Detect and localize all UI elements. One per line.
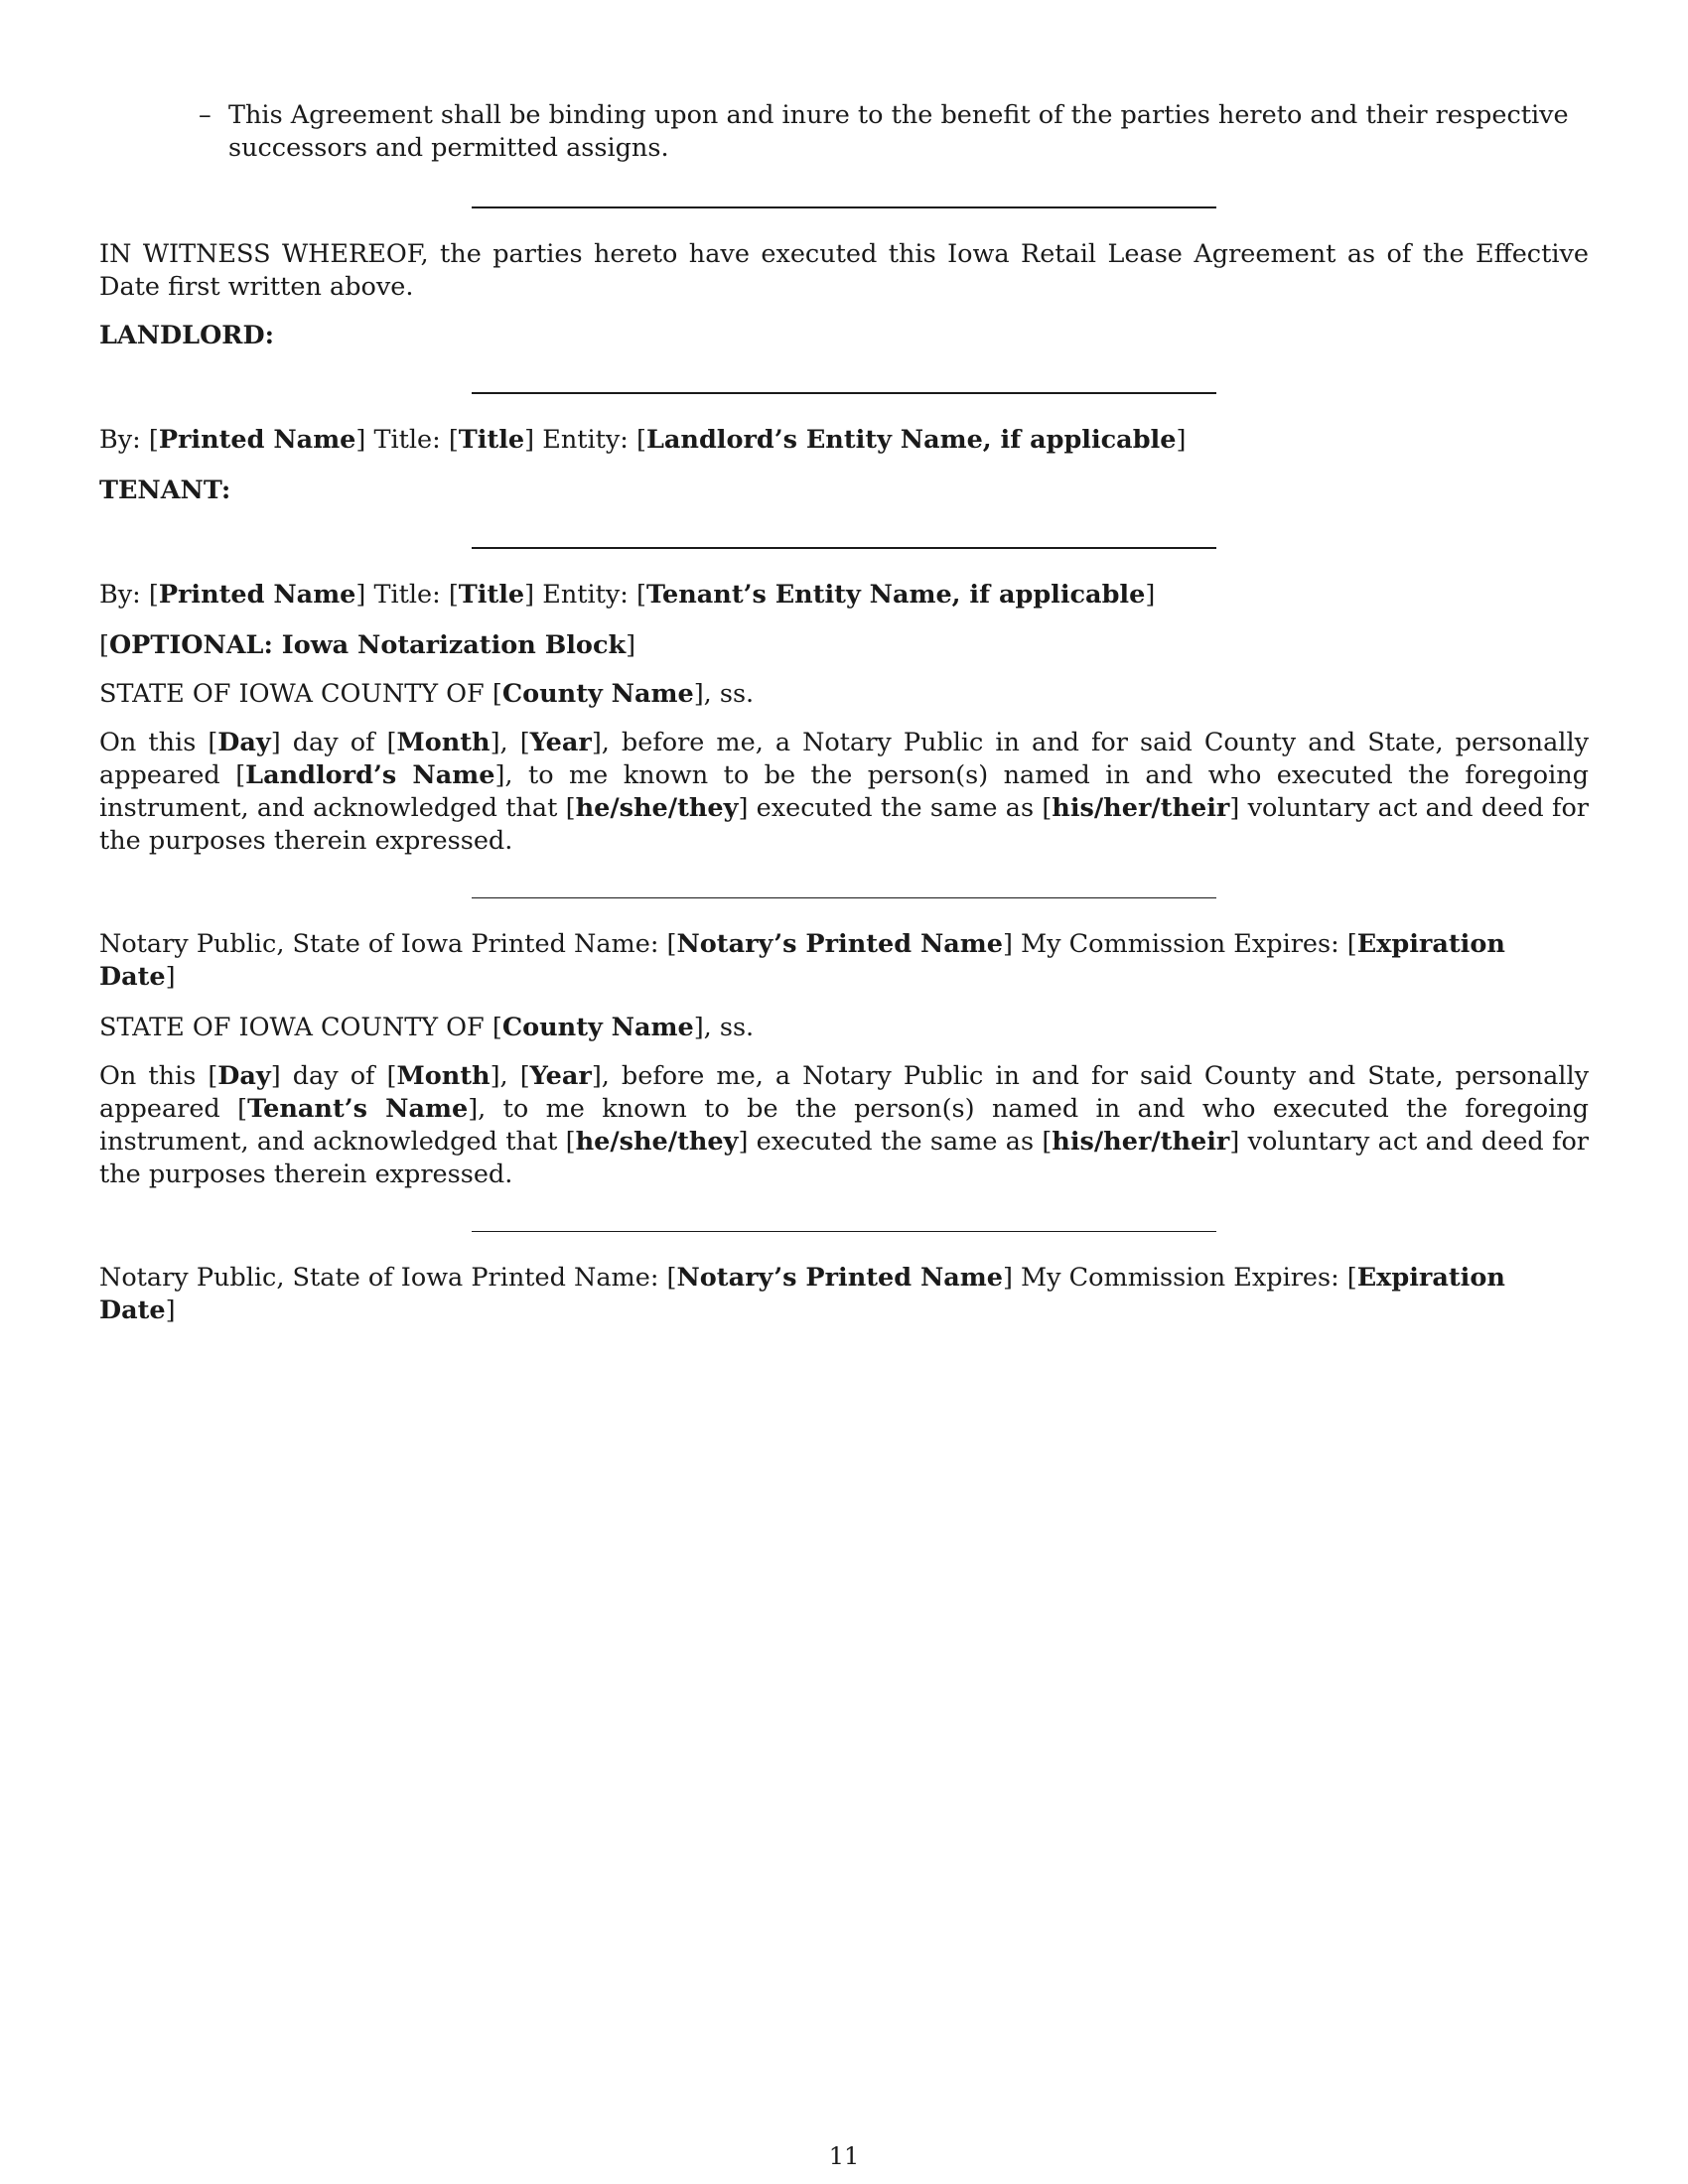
- notary-acknowledgment-landlord: On this [Day] day of [Month], [Year], before me, a Notary Public in and for said County and State, personally appeared [Landlord’s Name], to me known to be the person(s) named in and who executed the foregoing instrument, and acknowledged that [he/she/they] executed the same as [his/her/their] voluntary act and deed for the purposes therein expressed.: [99, 728, 1589, 856]
- county-name: County Name: [501, 1013, 694, 1042]
- notary-state-county-tenant: STATE OF IOWA COUNTY OF [County Name], ss.: [99, 1013, 755, 1042]
- notary-label: Notary Public, State of Iowa Printed Name:: [99, 1263, 667, 1293]
- tenant-signature-line: [472, 547, 1216, 549]
- ack-month: Month: [396, 728, 491, 757]
- ack-day: Day: [217, 1061, 271, 1091]
- landlord-heading: LANDLORD:: [99, 321, 274, 350]
- ack-text: On this: [99, 1061, 209, 1091]
- ack-text: On this: [99, 728, 209, 757]
- landlord-printed-name: Printed Name: [158, 425, 356, 455]
- commission-label: My Commission Expires:: [1012, 1263, 1347, 1293]
- ack-person: Tenant’s Name: [247, 1094, 469, 1124]
- ack-text: day of: [280, 1061, 387, 1091]
- state-county-prefix: STATE OF IOWA COUNTY OF: [99, 1013, 492, 1042]
- notary-acknowledgment-tenant: On this [Day] day of [Month], [Year], before me, a Notary Public in and for said County and State, personally appeared [Tenant’s Name], to me known to be the person(s) named in and who executed the foregoing instrument, and acknowledged that [he/she/they] executed the same as [his/her/their] voluntary act and deed for the purposes therein expressed.: [99, 1061, 1589, 1189]
- landlord-by-label: By:: [99, 425, 141, 455]
- ack-month: Month: [396, 1061, 491, 1091]
- ack-text: ,: [499, 728, 520, 757]
- page-number: 11: [828, 2142, 860, 2170]
- landlord-title-value: Title: [458, 425, 525, 455]
- ack-text: , to me known to be the person(s) named in and who executed the foregoing instrument, and acknowledged that: [99, 760, 1589, 823]
- witness-clause: IN WITNESS WHEREOF, the parties hereto have executed this Iowa Retail Lease Agreement as of the Effective Date first written above.: [99, 239, 1589, 302]
- ack-person: Landlord’s Name: [245, 760, 495, 790]
- tenant-title-label: Title:: [373, 580, 441, 610]
- ack-text: , before me, a Notary Public in and for said County and State, personally appeared: [99, 1061, 1589, 1124]
- notary-name: Notary’s Printed Name: [676, 929, 1003, 959]
- ack-day: Day: [217, 728, 271, 757]
- state-county-suffix: , ss.: [703, 1013, 755, 1042]
- landlord-entity-value: Landlord’s Entity Name, if applicable: [645, 425, 1177, 455]
- tenant-entity-label: Entity:: [542, 580, 629, 610]
- notary-details-landlord: Notary Public, State of Iowa Printed Name: [Notary’s Printed Name] My Commission Expires: [Expiration Date]: [99, 929, 1505, 992]
- ack-possessive: his/her/their: [1052, 793, 1230, 823]
- expiration-date: Expiration Date: [99, 929, 1505, 992]
- tenant-title-value: Title: [458, 580, 525, 610]
- landlord-entity-label: Entity:: [542, 425, 629, 455]
- commission-label: My Commission Expires:: [1012, 929, 1347, 959]
- notary-label: Notary Public, State of Iowa Printed Name:: [99, 929, 667, 959]
- bullet-text: This Agreement shall be binding upon and inure to the benefit of the parties hereto and their respective successors and permitted assigns.: [228, 100, 1569, 163]
- ack-text: executed the same as: [748, 1127, 1043, 1157]
- expiration-date: Expiration Date: [99, 1263, 1505, 1325]
- ack-text: , before me, a Notary Public in and for said County and State, personally appeared: [99, 728, 1589, 790]
- ack-possessive: his/her/their: [1052, 1127, 1230, 1157]
- ack-pronoun: he/she/they: [575, 793, 739, 823]
- ack-pronoun: he/she/they: [575, 1127, 739, 1157]
- tenant-heading: TENANT:: [99, 476, 231, 505]
- notary-name: Notary’s Printed Name: [676, 1263, 1003, 1293]
- notary-details-tenant: Notary Public, State of Iowa Printed Name: [Notary’s Printed Name] My Commission Expires: [Expiration Date]: [99, 1263, 1505, 1325]
- landlord-signature-line: [472, 392, 1216, 394]
- tenant-signature-details: By: [Printed Name] Title: [Title] Entity: [Tenant’s Entity Name, if applicable]: [99, 580, 1156, 610]
- tenant-entity-value: Tenant’s Entity Name, if applicable: [645, 580, 1146, 610]
- ack-text: voluntary act and deed for the purposes therein expressed.: [99, 1127, 1589, 1189]
- section-divider: [472, 206, 1216, 208]
- ack-text: day of: [280, 728, 387, 757]
- notarization-heading: [OPTIONAL: Iowa Notarization Block]: [99, 630, 636, 660]
- state-county-suffix: , ss.: [703, 679, 755, 709]
- ack-text: voluntary act and deed for the purposes therein expressed.: [99, 793, 1589, 856]
- landlord-title-label: Title:: [373, 425, 441, 455]
- bullet-item: [199, 99, 1589, 165]
- tenant-printed-name: Printed Name: [158, 580, 356, 610]
- bullet-dash: –: [199, 100, 211, 130]
- state-county-prefix: STATE OF IOWA COUNTY OF: [99, 679, 492, 709]
- ack-text: ,: [499, 1061, 520, 1091]
- ack-text: , to me known to be the person(s) named in and who executed the foregoing instrument, and acknowledged that: [99, 1094, 1589, 1157]
- notarization-heading-text: OPTIONAL: Iowa Notarization Block: [108, 630, 627, 660]
- ack-text: executed the same as: [748, 793, 1043, 823]
- notary-signature-line-landlord: [472, 897, 1216, 898]
- tenant-by-label: By:: [99, 580, 141, 610]
- ack-year: Year: [529, 1061, 592, 1091]
- ack-year: Year: [529, 728, 592, 757]
- document-page: [99, 99, 1589, 1345]
- notary-signature-line-tenant: [472, 1231, 1216, 1232]
- landlord-signature-details: By: [Printed Name] Title: [Title] Entity: [Landlord’s Entity Name, if applicable]: [99, 425, 1187, 455]
- county-name: County Name: [501, 679, 694, 709]
- notary-state-county-landlord: STATE OF IOWA COUNTY OF [County Name], ss.: [99, 679, 755, 709]
